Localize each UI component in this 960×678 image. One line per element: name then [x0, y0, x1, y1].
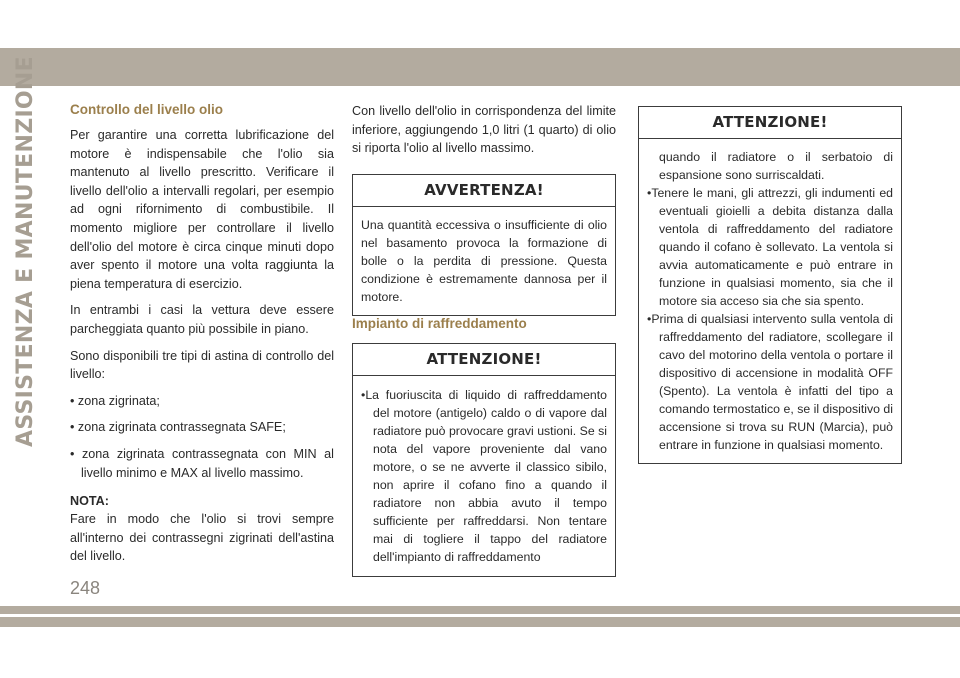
- caution-bullet: • La fuoriuscita di liquido di raffreddamento del motore (antigelo) caldo o di vapore dal radiatore può provocare gravi ustioni. Se si nota del vapore proveniente dal vano motore, o se ne avverte il classico sibilo, non aprire il cofano fino a quando il radiatore non abbia avuto il tempo sufficiente per raffreddarsi. Non tentare mai di togliere il tappo del radiatore dell'impianto di raffreddamento: [361, 386, 607, 566]
- list-item: • zona zigrinata contrassegnata SAFE;: [70, 418, 334, 437]
- caution-continuation: quando il radiatore o il serbatoio di espansione sono surriscaldati.: [659, 150, 893, 182]
- paragraph-dipstick-types: Sono disponibili tre tipi di astina di controllo del livello:: [70, 348, 334, 382]
- paragraph-oil-quantity: Con livello dell'olio in corrispondenza del limite inferiore, aggiungendo 1,0 litri (1 quarto) di olio si riporta l'olio al livello massimo.: [352, 104, 616, 156]
- dipstick-type-list: [70, 392, 334, 482]
- column-2: [352, 102, 616, 577]
- list-item: • zona zigrinata;: [70, 392, 334, 411]
- footer-bar-upper: [0, 606, 960, 614]
- caution-bullet: • Prima di qualsiasi intervento sulla ventola di raffreddamento del radiatore, scollegare il cavo del motorino della ventola o portare il dispositivo di accensione in modalità OFF (Spento). La ventola è infatti del tipo a comando termostatico e, se il dispositivo di accensione si trova su RUN (Marcia), può entrare in funzione in qualsiasi momento.: [647, 310, 893, 454]
- heading-oil-level: Controllo del livello olio: [70, 102, 224, 117]
- caution-body: [353, 376, 615, 576]
- warning-text: Una quantità eccessiva o insufficiente di olio nel basamento provoca la formazione di bolle o la perdita di pressione. Questa condizione è estremamente dannosa per il motore.: [361, 217, 607, 304]
- page-number: 248: [70, 578, 101, 598]
- warning-box: [352, 174, 616, 316]
- caution-body-continued: [639, 139, 901, 463]
- paragraph-level-ground: In entrambi i casi la vettura deve essere parcheggiata quanto più possibile in piano.: [70, 303, 334, 336]
- header-rule: [0, 86, 960, 88]
- paragraph-oil-intro: Per garantire una corretta lubrificazione del motore è indispensabile che l'olio sia mantenuto al livello prescritto. Verificare il livello dell'olio a intervalli regolari, per esempio ad ogni rifornimento di combustibile. Il momento migliore per controllare il livello dell'olio del motore è circa cinque minuti dopo aver spento il motore una volta raggiunta la piena temperatura di esercizio.: [70, 128, 334, 291]
- section-side-title-text: ASSISTENZA E MANUTENZIONE: [12, 55, 38, 447]
- caution-title: ATTENZIONE!: [353, 344, 615, 376]
- column-1: [70, 102, 334, 566]
- warning-title: AVVERTENZA!: [353, 175, 615, 207]
- footer-bar-lower: [0, 617, 960, 627]
- caution-title-continued: ATTENZIONE!: [639, 107, 901, 139]
- note-text: Fare in modo che l'olio si trovi sempre all'interno dei contrassegni zigrinati dell'astina del livello.: [70, 512, 334, 564]
- list-item: • zona zigrinata contrassegnata con MIN al livello minimo e MAX al livello massimo.: [70, 445, 334, 482]
- note-heading: NOTA:: [70, 494, 109, 509]
- heading-cooling-system: Impianto di raffreddamento: [352, 315, 527, 331]
- caution-box-continued: [638, 106, 902, 464]
- header-bar: [0, 48, 960, 86]
- caution-bullet: • Tenere le mani, gli attrezzi, gli indumenti ed eventuali gioielli a debita distanza dalla ventola di raffreddamento del radiatore quando il cofano è sollevato. La ventola si avvia automaticamente e può entrare in funzione in qualsiasi momento, sia che il motore sia acceso sia che sia spento.: [647, 184, 893, 310]
- column-3: [638, 106, 902, 464]
- section-side-title: [3, 55, 47, 447]
- caution-box: [352, 343, 616, 577]
- top-margin: [0, 0, 960, 48]
